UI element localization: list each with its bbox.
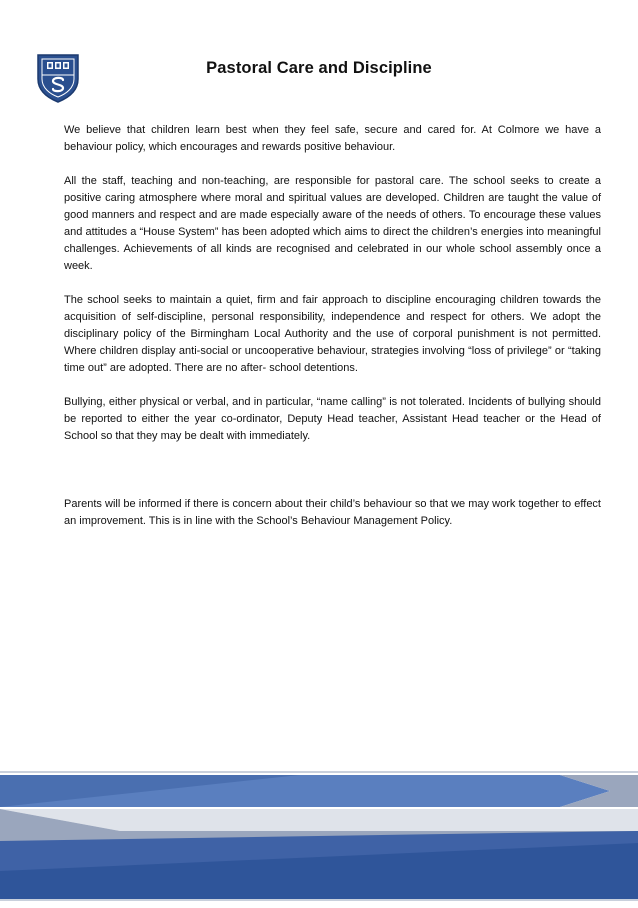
paragraph-bullying: Bullying, either physical or verbal, and in particular, “name calling” is not tolerated. Incidents of bullying should be reported to either the year co-ordinator, Deputy Head teacher, Assistant Head teacher or the Head of School so that they may be dealt with immediately. xyxy=(64,396,601,442)
paragraph-intro: We believe that children learn best when they feel safe, secure and cared for. At Colmore we have a behaviour policy, which encourages and rewards positive behaviour. xyxy=(64,124,601,153)
page-title: Pastoral Care and Discipline xyxy=(206,59,432,77)
footer-decoration xyxy=(0,753,638,903)
paragraph-parents: Parents will be informed if there is concern about their child’s behaviour so that we may work together to effect an improvement. This is in line with the School’s Behaviour Management Policy. xyxy=(64,498,601,527)
paragraph-discipline: The school seeks to maintain a quiet, firm and fair approach to discipline encouraging children towards the acquisition of self-discipline, personal responsibility, independence and respect for others. We adopt the disciplinary policy of the Birmingham Local Authority and the use of corporal punishment is not permitted. Where children display anti-social or uncooperative behaviour, strategies involving “loss of privilege” or “taking time out” are adopted. There are no after- school detentions. xyxy=(64,294,601,374)
paragraph-pastoral-care: All the staff, teaching and non-teaching, are responsible for pastoral care. The school seeks to create a positive caring atmosphere where moral and spiritual values are developed. Children are taught the value of good manners and respect and are made especially aware of the needs of others. To encourage these values and attitudes a “House System” has been adopted which aims to direct the children’s energies into meaningful challenges. Achievements of all kinds are recognised and celebrated in our whole school assembly once a week. xyxy=(64,175,601,272)
document-body xyxy=(64,122,601,547)
